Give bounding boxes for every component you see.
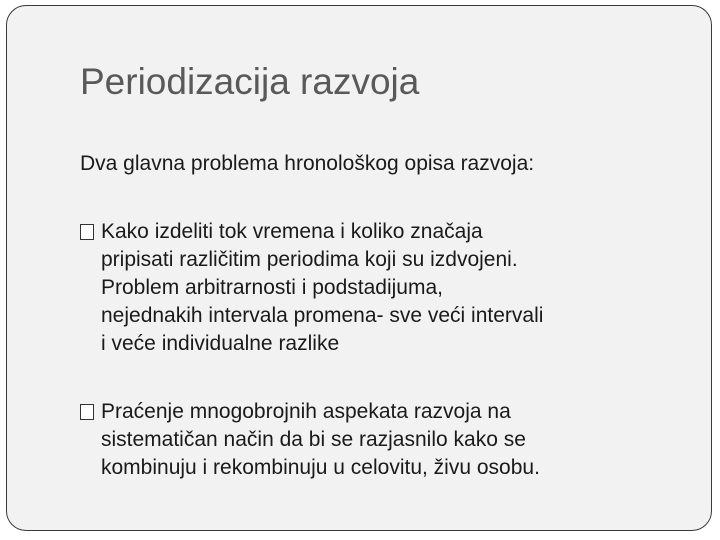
bullet-box-icon [80, 224, 94, 240]
bullet-1-line-1: Kako izdeliti tok vremena i koliko značaja [101, 220, 483, 243]
intro-text: Dva glavna problema hronološkog opisa razvoja: [80, 152, 535, 175]
bullet-2-line-1: Praćenje mnogobrojnih aspekata razvoja na [101, 400, 511, 423]
bullet-item-2 [80, 398, 660, 482]
bullet-1-line-2: pripisati različitim periodima koji su izdvojeni. [101, 248, 518, 271]
bullet-1-line-4: nejednakih intervala promena- sve veći intervali [101, 304, 544, 327]
bullet-item-1 [80, 218, 660, 358]
bullet-1-line-5: i veće individualne razlike [101, 332, 340, 355]
bullet-2-line-2: sistematičan način da bi se razjasnilo kako se [101, 428, 526, 451]
slide-title: Periodizacija razvoja [80, 61, 420, 102]
bullet-1-line-3: Problem arbitrarnosti i podstadijuma, [101, 276, 443, 299]
bullet-2-line-3: kombinuju i rekombinuju u celovitu, živu osobu. [101, 456, 540, 479]
bullet-box-icon [80, 404, 94, 420]
